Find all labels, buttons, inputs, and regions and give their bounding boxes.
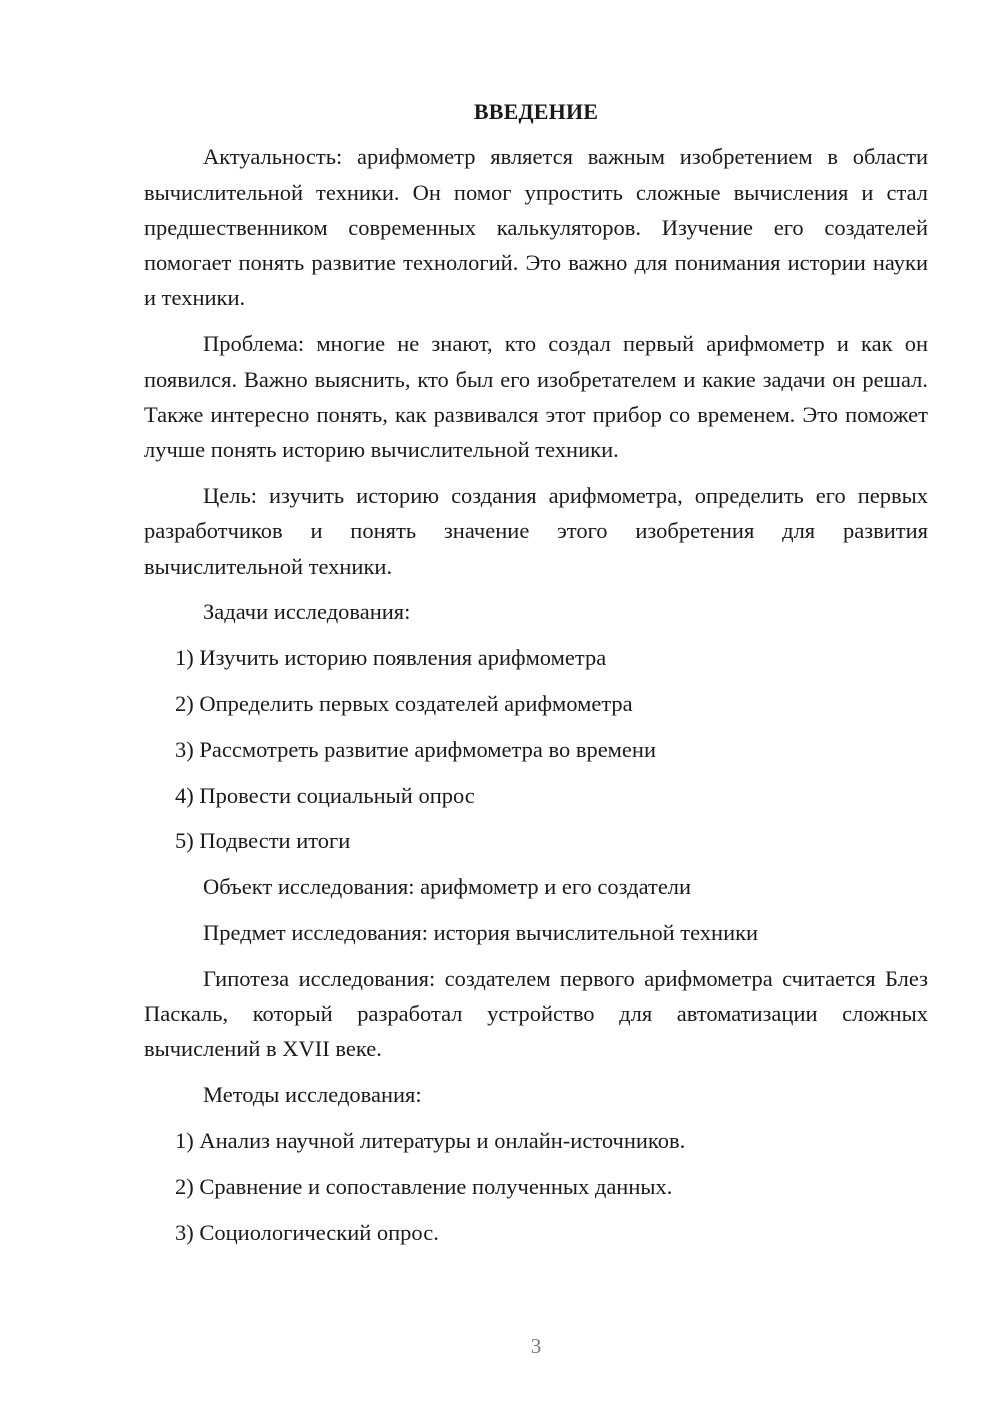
- hypothesis-paragraph: Гипотеза исследования: создателем первого арифмометра считается Блез Паскаль, который разработал устройство для автоматизации сложных вычислений в XVII веке.: [144, 965, 928, 1062]
- task-item: 3) Рассмотреть развитие арифмометра во времени: [175, 736, 656, 762]
- relevance-paragraph: Актуальность: арифмометр является важным изобретением в области вычислительной техники. Он помог упростить сложные вычисления и стал предшественником современных калькуляторов. Изучение его создателей помогает понять развитие технологий. Это важно для понимания истории науки и техники.: [144, 144, 928, 311]
- task-item: 1) Изучить историю появления арифмометра: [175, 645, 607, 671]
- page-number: 3: [530, 1334, 542, 1358]
- page-title: ВВЕДЕНИЕ: [473, 99, 599, 124]
- tasks-heading: Задачи исследования:: [203, 599, 411, 625]
- task-item: 5) Подвести итоги: [175, 828, 351, 854]
- method-item: 3) Социологический опрос.: [175, 1219, 439, 1245]
- research-object: Объект исследования: арифмометр и его создатели: [203, 874, 692, 900]
- page-content: [144, 94, 928, 1260]
- task-item: 2) Определить первых создателей арифмометра: [175, 690, 633, 716]
- method-item: 1) Анализ научной литературы и онлайн-источников.: [175, 1127, 686, 1153]
- method-item: 2) Сравнение и сопоставление полученных данных.: [175, 1173, 673, 1199]
- problem-paragraph: Проблема: многие не знают, кто создал первый арифмометр и как он появился. Важно выяснить, кто был его изобретателем и какие задачи он решал. Также интересно понять, как развивался этот прибор со временем. Это поможет лучше понять историю вычислительной техники.: [144, 331, 928, 463]
- methods-heading: Методы исследования:: [203, 1082, 422, 1108]
- goal-paragraph: Цель: изучить историю создания арифмометра, определить его первых разработчиков и понять значение этого изобретения для развития вычислительной техники.: [144, 482, 928, 579]
- task-item: 4) Провести социальный опрос: [175, 782, 475, 808]
- research-subject: Предмет исследования: история вычислительной техники: [203, 919, 759, 945]
